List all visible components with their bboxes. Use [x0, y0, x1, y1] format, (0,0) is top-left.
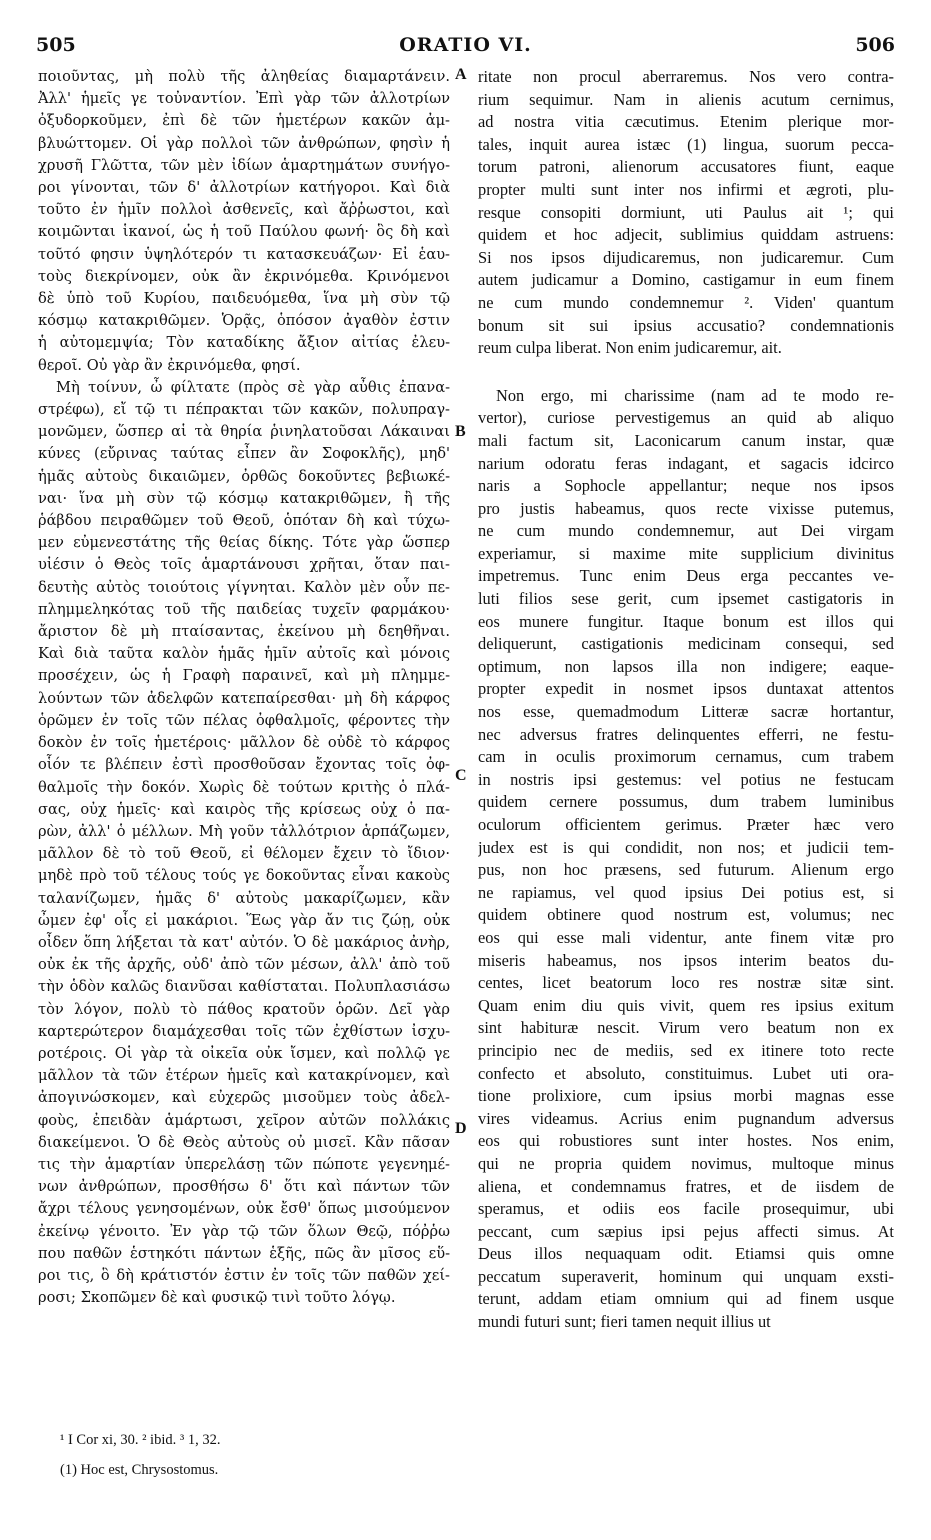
latin-text-line: in nostris ipsi gestemus: vel potius ne festucam [478, 769, 894, 789]
greek-text-line: στρέφω), εἴ τῷ τι πέπρακται τῶν κακῶν, πολυπραγ- [38, 401, 450, 419]
latin-text-line: nos esse, quemadmodum Litteræ sacræ hortantur, [478, 702, 894, 722]
latin-text-line: nec adversus fratres delinquentes efferri, ne festu- [478, 724, 894, 744]
latin-text-line: ne cum mundo condemnemur ². Viden' quantum [478, 292, 894, 312]
latin-text-line: vires videamus. Acrius enim pugnandum adversus [478, 1108, 894, 1128]
greek-text-line: μονῶμεν, ὥσπερ αἱ τὰ θηρία ῥινηλατοῦσαι Λάκαιναι [38, 423, 450, 441]
greek-text-line: θεροῖ. Οὐ γὰρ ἂν ἐκρινόμεθα, φησί. [38, 356, 301, 374]
page-number-right: 506 [855, 34, 895, 56]
greek-text-line: τοῦτο ἐν ἡμῖν πολλοὶ ἀσθενεῖς, καὶ ἄῤῥωστοι, καὶ [38, 201, 450, 219]
latin-text-line: oculorum officientem gerimus. Præter hæc vero [478, 815, 894, 834]
greek-text-line: τοῦτό φησιν ὑψηλότερόν τι κατασκευάζων· Εἰ ἑαυ- [38, 245, 450, 263]
section-marker-c: C [455, 767, 467, 784]
latin-text-line: pus, non hoc præsens, sed futurum. Alienum ergo [478, 860, 894, 880]
latin-text-line: tione prolixiore, cum ipsius morbi magnas esse [478, 1086, 894, 1106]
section-marker-a: A [455, 66, 467, 83]
greek-text-line: Μὴ τοίνυν, ὦ φίλτατε (πρὸς σὲ γὰρ αὖθις ἐπανα- [56, 378, 450, 396]
greek-text-line: ὀξυδορκοῦμεν, ἐπὶ δὲ τῶν ἡμετέρων κακῶν ἀμ- [38, 112, 450, 130]
latin-text-line: peccant, cum sæpius ipsi pejus affecti simus. At [478, 1221, 894, 1241]
greek-text-line: φοὺς, ἐπειδὰν ἁμάρτωσι, χεῖρον αὐτῶν πολλάκις [38, 1111, 450, 1129]
greek-text-line: κοιμῶνται ἱκανοί, ὡς ἡ τοῦ Παύλου φωνή· ὃς δὴ καὶ [38, 223, 450, 241]
greek-text-line: μεν εὐμενεστάτης τῆς θείας δίκης. Τότε γὰρ ὥσπερ [38, 534, 450, 552]
latin-text-line: centes, licet beatorum loco res nostræ sitæ sint. [478, 973, 894, 993]
greek-text-line: τις τὴν ἁμαρτίαν ὑπερελάσῃ τῶν πώποτε γεγενημέ- [38, 1155, 450, 1173]
latin-text-line: mundi futuri sunt; fieri tamen nequit illius ut [478, 1312, 771, 1332]
greek-text-line: που παθῶν ἑστηκότι πάντων ἑξῆς, πῶς ἂν μῖσος εὕ- [38, 1244, 450, 1262]
latin-text-line: miseris habeamus, nos ipsos interim beatos du- [478, 950, 894, 970]
greek-text-line: ἄχρι τέλους γενησομένων, οὐκ ἔσθ' ὅπως μισούμενον [38, 1200, 450, 1218]
latin-text-line: quidem obtinere quod nostrum est, volumus; nec [478, 905, 894, 925]
greek-text-line: τὸν λόγον, πολὺ τὸ πάθος κρατοῦν ὁρῶν. Δεῖ γὰρ [38, 1000, 450, 1018]
latin-text-line: sint habituræ nescit. Virum vero beatum non ex [478, 1018, 894, 1038]
greek-text-line: ροσι; Σκοπῶμεν δὲ καὶ φυσικῷ τινὶ τοῦτο λόγῳ. [38, 1289, 396, 1307]
greek-text-line: μᾶλλον δὲ τὸ τοῦ Θεοῦ, εἰ θέλομεν ἔχειν τὸ ἴδιον· [38, 845, 450, 863]
greek-text-line: λούντων τῶν ἀδελφῶν κατεπαίρεσθαι· μὴ δὴ κάρφος [38, 689, 450, 707]
greek-text-line: υἱέσιν ὁ Θεὸς τοῖς ἁμαρτάνουσι χρῆται, ὅταν παι- [38, 556, 450, 574]
latin-text-line: Deus illos nequaquam odit. Etiamsi quis omne [478, 1244, 894, 1264]
latin-text-line: torum patroni, alienorum accusatores fiunt, eaque [478, 157, 894, 177]
greek-text-line: οἷόν τε βλέπειν ἐστὶ προσθοῦσαν ἔχοντας τοῖς ὀφ- [38, 756, 450, 774]
latin-text-line: qui ne propria quidem novimus, multoque minus [478, 1153, 894, 1173]
greek-text-line: πλημμεληκότας τοῦ τῆς παιδείας τυχεῖν φαρμάκου· [38, 600, 450, 618]
section-marker-b: B [455, 423, 466, 440]
latin-text-line: confecto et absoluto, constituimus. Lubet uti ora- [478, 1063, 894, 1083]
footnote-note: (1) Hoc est, Chrysostomus. [60, 1462, 219, 1478]
latin-text-line: cam in oculis proximorum cernamus, cum trabem [478, 747, 894, 767]
latin-text-line: Si nos ipsos dijudicaremus, non judicaremur. Cum [478, 247, 894, 267]
paragraph-gap [478, 360, 894, 385]
greek-text-line: Καὶ διὰ ταῦτα καλὸν ἡμᾶς ἡμῖν αὐτοῖς καὶ μόνοις [38, 645, 450, 663]
latin-text-line: eos qui esse mali videntur, ante finem vitæ pro [478, 927, 894, 947]
greek-text-line: κόσμῳ κατακριθῶμεν. Ὁρᾷς, ὁπόσον ἀγαθὸν ἐστιν [38, 312, 450, 330]
greek-text-line: βλυώττομεν. Οἱ γὰρ πολλοὶ τῶν ἀνθρώπων, φησὶν ἡ [38, 134, 450, 152]
greek-text-line: Ἀλλ' ἡμεῖς γε τοὐναντίον. Ἐπὶ γὰρ τῶν ἀλλοτρίων [38, 90, 450, 108]
greek-text-line: ποιοῦντας, μὴ πολὺ τῆς ἀληθείας διαμαρτάνειν. [38, 68, 450, 85]
running-header [36, 34, 895, 60]
latin-text-line: ad nostra vitia cæcutimus. Etenim plerique mor- [478, 112, 894, 132]
latin-text-line: Non ergo, mi charissime (nam ad te modo re- [496, 385, 894, 405]
latin-text-line: ne rapiamus, vel quod ipsius Dei potius est, si [478, 882, 894, 902]
latin-text-line: Quam enim diu quis vivit, quem res ipsius exitum [478, 995, 894, 1015]
latin-text-line: judex est is qui condidit, non nos; et judicii tem- [478, 837, 894, 857]
latin-text-line: aliena, et condemnamus fratres, et de iisdem de [478, 1176, 894, 1196]
latin-text-line: eos munere fungitur. Itaque bonum est illos qui [478, 611, 894, 631]
greek-text-line: ροι γίνονται, τῶν δ' ἀλλοτρίων κατήγοροι. Καὶ διὰ [38, 179, 450, 197]
greek-text-line: τοὺς διεκρίνομεν, οὐκ ἂν ἐκρινόμεθα. Κρινόμενοι [38, 267, 450, 285]
greek-text-line: ἀπογινώσκομεν, καὶ εὐχερῶς μισοῦμεν τοὺς ἀδελ- [38, 1089, 450, 1107]
greek-text-line: ἄριστον δὲ μὴ πταίσαντας, ἐκείνου μὴ δεηθῆναι. [38, 623, 450, 641]
latin-text-line: narium odoratu feras indagant, et sagacis idcirco [478, 453, 894, 473]
latin-text-line: speramus, et odiis eos facile prosequimur, ubi [478, 1199, 894, 1219]
greek-text-line: ἡμᾶς αὐτοὺς δικαιῶμεν, ὀρθῶς δοκοῦντες βεβιωκέ- [38, 467, 450, 485]
greek-text-line: ροι τις, ὃ δὴ κράτιστόν ἐστιν ἐν τοῖς τῶν παθῶν χεί- [38, 1266, 450, 1284]
latin-text-line: luti filios sese gerit, cum ipsemet castigatoris in [478, 589, 894, 609]
latin-text-line: pro justis habeamus, quos recte vixisse putemus, [478, 498, 894, 518]
greek-text-line: διακείμενοι. Ὁ δὲ Θεὸς αὐτοὺς οὐ μισεῖ. Κἂν πᾶσαν [38, 1133, 450, 1151]
latin-text-line: optimum, non lapsos illa non indigere; eaque- [478, 656, 894, 676]
greek-text-line: κύνες (εὔρινας ταύτας εἶπεν ἂν Σοφοκλῆς), μηδ' [38, 445, 450, 463]
latin-text-line: vertor), curiose pervestigemus an quid ab aliquo [478, 408, 894, 428]
footnote-references: ¹ I Cor xi, 30. ² ibid. ³ 1, 32. [60, 1432, 221, 1448]
greek-text-line: θαλμοῖς τὴν δοκόν. Χωρὶς δὲ τούτων κριτὴς ὁ πλά- [38, 778, 450, 796]
greek-text-line: σας, οὐχ ἡμεῖς· καὶ καιρὸς τῆς κρίσεως οὐχ ὁ πα- [38, 800, 450, 818]
latin-text-line: quidem et hoc adjecit, sublimius quiddam astruens: [478, 225, 894, 245]
greek-text-line: ὦμεν ἐφ' οἷς εἰ μακάριοι. Ἕως γὰρ ἄν τις ζώῃ, οὐκ [38, 911, 450, 929]
greek-text-line: μηδὲ πρὸ τοῦ τέλους τούς γε δοκοῦντας εἶναι κακοὺς [38, 867, 450, 885]
latin-text-line: propter expedit in nosmet ipsos duntaxat attentos [478, 679, 894, 699]
greek-text-line: ταλανίζωμεν, ἡμᾶς δ' αὐτοὺς μακαρίζωμεν, κἂν [38, 889, 450, 907]
greek-text-line: χρυσῆ Γλῶττα, τῶν μὲν ἰδίων ἁμαρτημάτων συνήγο- [38, 156, 450, 174]
greek-text-line: ρὼν, ἀλλ' ὁ μέλλων. Μὴ γοῦν τἀλλότριον ἁρπάζωμεν, [38, 822, 450, 840]
greek-column [38, 66, 450, 1309]
greek-text-line: ναι· ἵνα μὴ σὺν τῷ κόσμῳ κατακριθῶμεν, ἢ τῆς [38, 489, 450, 507]
latin-text-line: ritate non procul aberraremus. Nos vero contra- [478, 67, 894, 86]
latin-text-line: terunt, addam etiam omnium qui ad finem usque [478, 1289, 894, 1309]
latin-text-line: reum culpa liberat. Non enim judicaremur, ait. [478, 338, 782, 358]
latin-text-line: ne cum mundo condemnemur, aut Dei virgam [478, 521, 894, 541]
greek-text-line: ὁρῶμεν ἐν τοῖς τῶν πέλας ὀφθαλμοῖς, φέροντες τὴν [38, 711, 450, 729]
latin-text-line: propter multi sunt inter nos infirmi et ægroti, plu- [478, 179, 894, 199]
latin-text-line: bonum sit sui ipsius accusatio? condemnationis [478, 315, 894, 335]
latin-text-line: experiamur, si maxime mite supplicium divinitus [478, 543, 894, 563]
greek-text-line: ἡ αὐτομεμψία; Τὸν καταδίκης ἄξιον αἰτίας ἐλευ- [38, 334, 450, 352]
latin-text-line: deliquerunt, castigationis medicinam consequi, sed [478, 634, 894, 654]
latin-text-line: naris a Sophocle appellantur; neque nos ipsos [478, 476, 894, 496]
latin-text-line: mali factum sit, Laconicarum canum instar, quæ [478, 430, 894, 450]
latin-text-line: eos qui robustiores sunt inter hostes. Nos enim, [478, 1131, 894, 1151]
greek-text-line: ροτέροις. Οἱ γὰρ τὰ οἰκεῖα οὐκ ἴσμεν, καὶ πολλῷ γε [38, 1044, 450, 1062]
greek-text-line: ῥάβδου πειραθῶμεν τοῦ Θεοῦ, ὁπόταν δὴ καὶ τύχω- [38, 512, 450, 530]
greek-text-line: οἶδεν ὅπη λήξεται τὰ κατ' αὐτόν. Ὁ δὲ μακάριος ἀνὴρ, [38, 933, 450, 951]
latin-column [478, 66, 894, 1334]
latin-text-line: autem judicamur a Domino, castigamur in eum finem [478, 270, 894, 290]
greek-text-line: τὴν ὁδὸν καλῶς διανῦσαι καθίσταται. Πολυπλασιάσω [38, 978, 450, 996]
latin-text-line: resque consopiti dormiunt, uti Paulus ait ¹; qui [478, 202, 894, 222]
latin-text-line: impetremus. Tunc enim Deus erga peccantes ve- [478, 566, 894, 586]
section-marker-d: D [455, 1120, 467, 1137]
greek-text-line: μᾶλλον τὰ τῶν ἑτέρων ἡμεῖς καὶ κατακρίνομεν, καὶ [38, 1067, 450, 1085]
greek-text-line: προσέχειν, ὡς ἡ Γραφὴ παραινεῖ, καὶ μὴ πλημμε- [38, 667, 450, 685]
latin-text-line: peccatum superaverit, hominum qui unquam exsti- [478, 1266, 894, 1286]
latin-text-line: rium sequimur. Nam in alienis acutum cernimus, [478, 89, 894, 109]
latin-text-line: quidem cernere possumus, dum trabem luminibus [478, 792, 894, 812]
greek-text-line: δὲ ὑπὸ τοῦ Κυρίου, παιδευόμεθα, ἵνα μὴ σὺν τῷ [38, 290, 450, 308]
greek-text-line: νων ἀνθρώπων, προσθήσω δ' ὅτι καὶ πάντων τῶν [38, 1178, 450, 1196]
greek-text-line: δοκὸν ἐν τοῖς ἡμετέροις· μᾶλλον δὲ οὐδὲ τὸ κάρφος [38, 734, 450, 752]
greek-text-line: οὐκ ἐκ τῆς ἀρχῆς, οὐδ' ἀπὸ τῶν μέσων, ἀλλ' ἀπὸ τοῦ [38, 956, 450, 974]
running-title: ORATIO VI. [399, 34, 532, 56]
page-number-left: 505 [36, 34, 76, 56]
greek-text-line: δευτὴς αὐτὸς τοιούτοις γίγνηται. Καλὸν μὲν οὖν πε- [38, 578, 450, 596]
greek-text-line: καρτερώτερον διαμάχεσθαι τοῖς τῶν ἐχθίστων ἰσχυ- [38, 1022, 450, 1040]
greek-text-line: ἐκείνῳ γένοιτο. Ἐν γὰρ τῷ τῶν ὅλων Θεῷ, πόῤῥω [38, 1222, 450, 1240]
latin-text-line: tales, inquit aurea istæc (1) lingua, suorum pecca- [478, 134, 894, 154]
latin-text-line: principio nec de mediis, sed ex itinere toto recte [478, 1040, 894, 1060]
